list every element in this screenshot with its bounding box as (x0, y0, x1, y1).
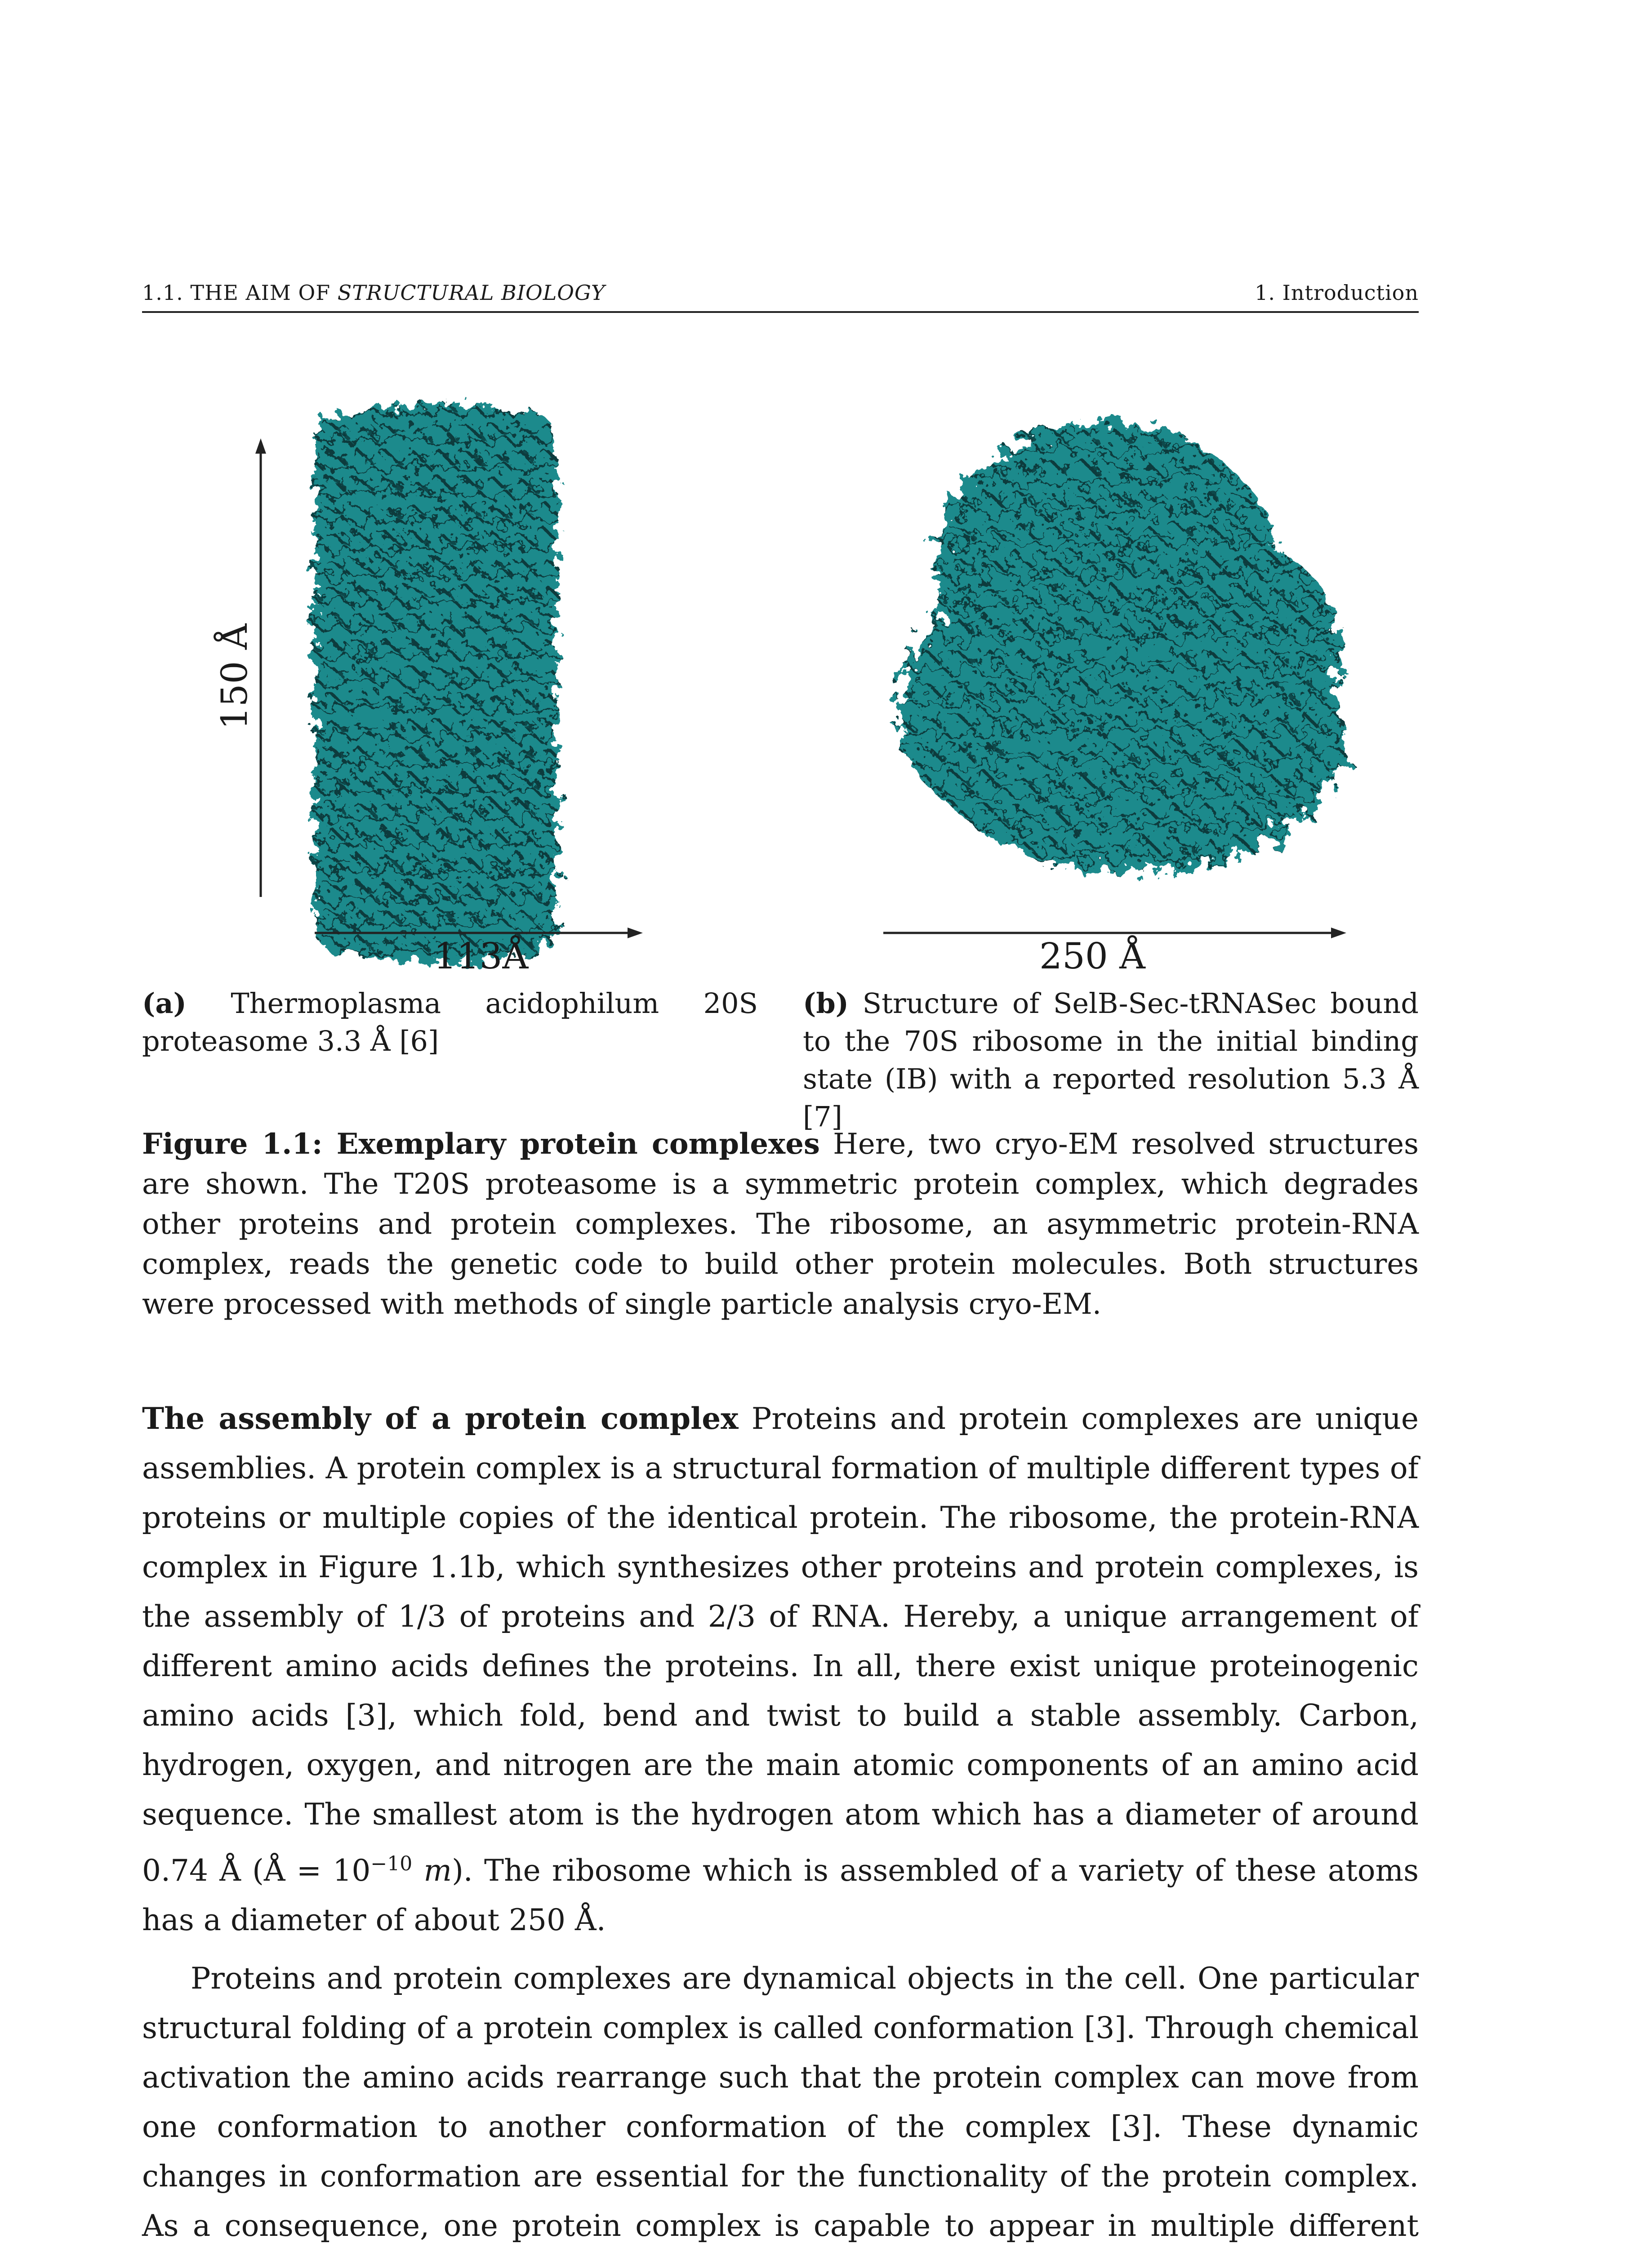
height-label: 150 Å (214, 624, 255, 730)
ribosome-density-image (854, 396, 1394, 913)
paragraph-2: Proteins and protein complexes are dynamical objects in the cell. One particular structural folding of a protein complex is called conformation [3]. Through chemical activation the amino acids rearrange such that the protein complex can move from one conformation to another conformation of the complex [3]. These dynamic changes in conformation are essential for the functionality of the protein complex. As a consequence, one protein complex is capable to appear in multiple different (142, 1961, 1419, 2243)
paragraph-heading: The assembly of a protein complex (142, 1401, 739, 1436)
header-chapter: 1. Introduction (1255, 281, 1419, 305)
figure-caption: Figure 1.1: Exemplary protein complexes Here, two cryo-EM resolved structures are shown. The T20S proteasome is a symmetric protein complex, which degrades other proteins and protein complexes. The ribosome, an asymmetric protein-RNA complex, reads the genetic code to build other protein molecules. Both structures were processed with methods of single particle analysis cryo-EM. (142, 1127, 1419, 1321)
subcaption-b: (b) Structure of SelB-Sec-tRNASec bound to the 70S ribosome in the initial binding state (IB) with a reported resolution 5.3 Å [7] (803, 987, 1419, 1133)
header-section: 1.1. THE AIM OF STRUCTURAL BIOLOGY (142, 281, 606, 305)
paragraph-1: The assembly of a protein complex Proteins and protein complexes are unique assemblies. A protein complex is a structural formation of multiple different types of proteins or multiple copies of the identical protein. The ribosome, the protein-RNA complex in Figure 1.1b, which synthesizes other proteins and protein complexes, is the assembly of 1/3 of proteins and 2/3 of RNA. Hereby, a unique arrangement of different amino acids defines the proteins. In all, there exist unique proteinogenic amino acids [3], which fold, bend and twist to build a stable assembly. Carbon, hydrogen, oxygen, and nitrogen are the main atomic components of an amino acid sequence. The smallest atom is the hydrogen atom which has a diameter of around 0.74 Å (Å = $10^{-10}$ m). The ribosome which is assembled of a variety of these atoms has a diameter of about 250 Å. (142, 1401, 1419, 1937)
width-label-b: 250 Å (1039, 935, 1145, 977)
width-label-a: 113Å (433, 935, 529, 977)
subcaption-a: (a) Thermoplasma acidophilum 20S proteasome 3.3 Å [6] (142, 987, 758, 1057)
body-text (142, 1394, 1419, 2248)
running-header (142, 279, 1419, 313)
